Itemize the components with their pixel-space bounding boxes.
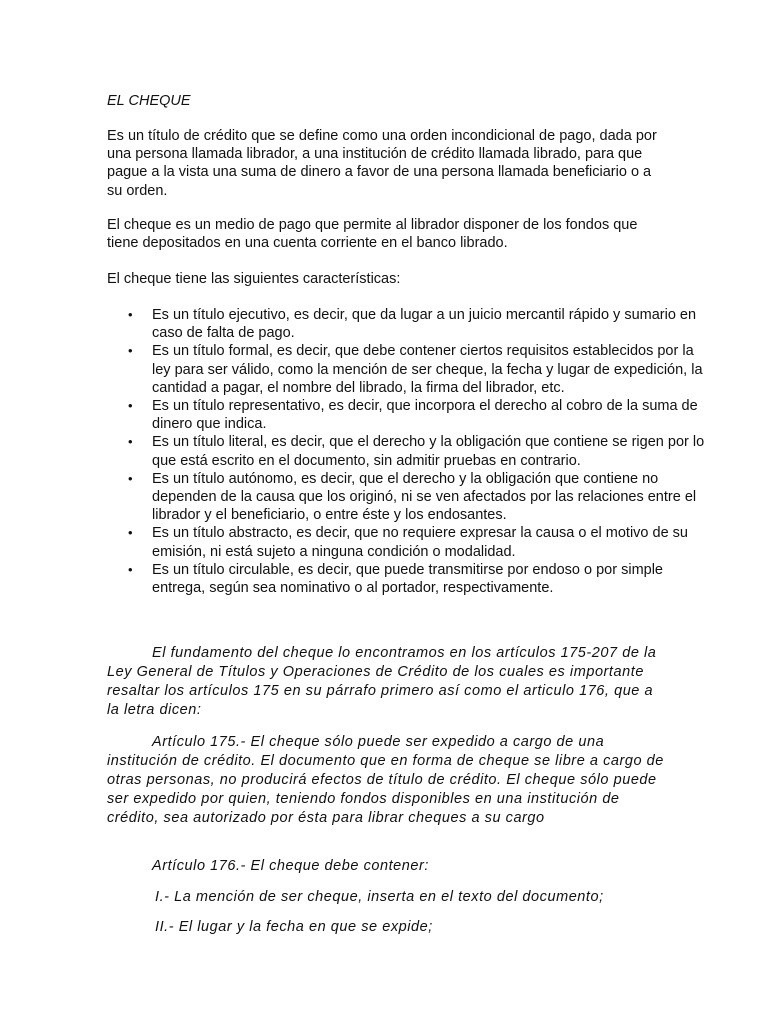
- characteristics-intro: El cheque tiene las siguientes características:: [107, 271, 401, 287]
- legal-basis-paragraph: El fundamento del cheque lo encontramos en los artículos 175-207 de la Ley General de Títulos y Operaciones de Crédito de los cuales es importante resaltar los artículos 175 en su párrafo primero así como el articulo 176, que a la letra dicen:: [107, 645, 657, 718]
- list-item: [128, 306, 707, 342]
- bullet-icon: •: [128, 434, 133, 450]
- characteristics-list: [107, 306, 707, 597]
- document-title: EL CHEQUE: [107, 93, 191, 109]
- list-item-text: Es un título autónomo, es decir, que el derecho y la obligación que contiene no dependen de la causa que los originó, ni se ven afectados por las relaciones entre el librador y el beneficiario, o entre éste y los endosantes.: [152, 470, 697, 524]
- article-176-heading: Artículo 176.- El cheque debe contener:: [152, 858, 429, 874]
- list-item-text: Es un título circulable, es decir, que puede transmitirse por endoso o por simple entrega, según sea nominativo o al portador, respectivamente.: [152, 561, 663, 597]
- bullet-icon: •: [128, 470, 133, 486]
- list-item: [128, 524, 707, 560]
- list-item: [128, 433, 707, 469]
- bullet-icon: •: [128, 398, 133, 414]
- payment-method-paragraph: El cheque es un medio de pago que permite al librador disponer de los fondos que tiene depositados en una cuenta corriente en el banco librado.: [107, 217, 638, 252]
- bullet-icon: •: [128, 307, 133, 322]
- article-175-paragraph: Artículo 175.- El cheque sólo puede ser expedido a cargo de una institución de crédito. El documento que en forma de cheque se libre a cargo de otras personas, no producirá efectos de título de crédito. El cheque sólo puede ser expedido por quien, teniendo fondos disponibles en una institución de crédito, sea autorizado por ésta para librar cheques a su cargo: [107, 734, 664, 826]
- list-item-text: Es un título literal, es decir, que el derecho y la obligación que contiene se rigen por lo que está escrito en el documento, sin admitir pruebas en contrario.: [152, 434, 705, 469]
- list-item-text: Es un título abstracto, es decir, que no requiere expresar la causa o el motivo de su emisión, ni está sujeto a ninguna condición o modalidad.: [152, 525, 688, 560]
- definition-paragraph: Es un título de crédito que se define como una orden incondicional de pago, dada por una persona llamada librador, a una institución de crédito llamada librado, para que pague a la vista una suma de dinero a favor de una persona llamada beneficiario o a su orden.: [107, 128, 657, 199]
- article-176-item: II.- El lugar y la fecha en que se expide;: [155, 919, 433, 935]
- bullet-icon: •: [128, 343, 133, 359]
- list-item: [128, 397, 707, 433]
- bullet-icon: •: [128, 525, 133, 541]
- article-176-item: I.- La mención de ser cheque, inserta en el texto del documento;: [155, 889, 604, 905]
- list-item-text: Es un título ejecutivo, es decir, que da lugar a un juicio mercantil rápido y sumario en caso de falta de pago.: [152, 307, 697, 342]
- bullet-icon: •: [128, 561, 133, 577]
- list-item: [128, 561, 707, 597]
- list-item: [128, 342, 707, 397]
- list-item-text: Es un título representativo, es decir, que incorpora el derecho al cobro de la suma de dinero que indica.: [152, 398, 698, 433]
- list-item: [128, 470, 707, 525]
- list-item-text: Es un título formal, es decir, que debe contener ciertos requisitos establecidos por la ley para ser válido, como la mención de ser cheque, la fecha y lugar de expedición, la cantidad a pagar, el nombre del librado, la firma del librador, etc.: [152, 343, 703, 396]
